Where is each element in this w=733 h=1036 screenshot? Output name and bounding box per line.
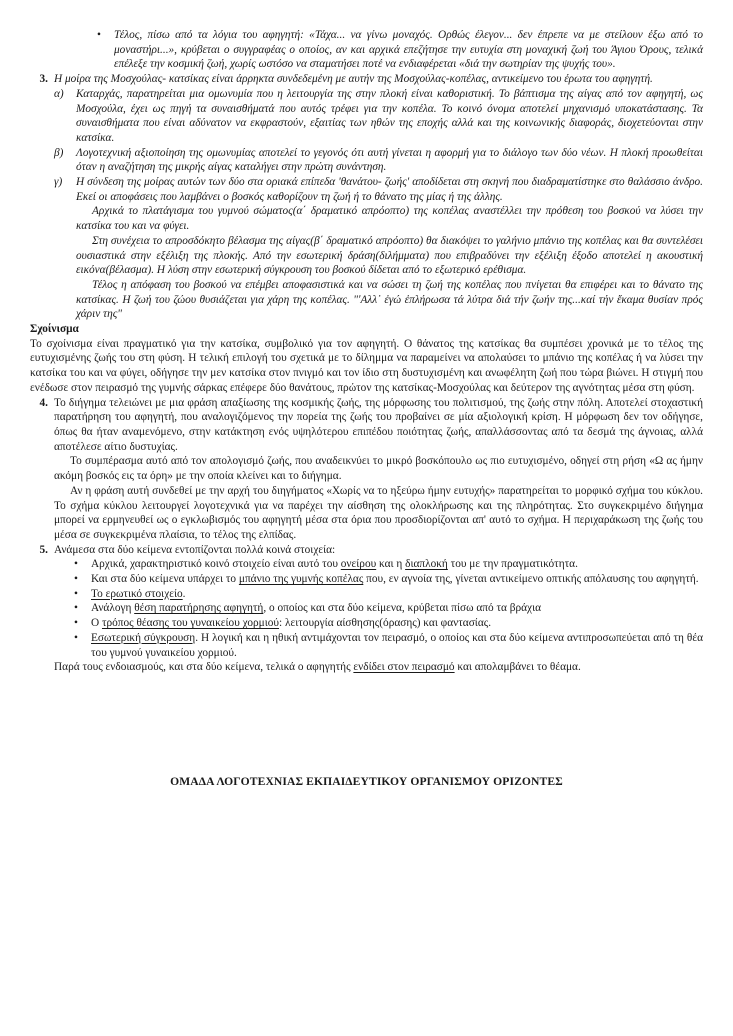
- common-element-2: Και στα δύο κείμενα υπάρχει το μπάνιο της γυμνής κοπέλας που, εν αγνοία της, γίνεται αντικείμενο οπτικής απόλαυσης του αφηγητή.: [91, 573, 699, 586]
- list-item: [68, 631, 703, 660]
- item-5-lead: Ανάμεσα στα δύο κείμενα εντοπίζονται πολλά κοινά στοιχεία:: [54, 543, 336, 556]
- numbered-item-5: [30, 543, 703, 558]
- item-3-lead: Η μοίρα της Μοσχούλας- κατσίκας είναι άρρηκτα συνδεδεμένη με αυτήν της Μοσχούλας-κοπέλας, αντικείμενο του έρωτα του αφηγητή.: [54, 73, 653, 86]
- list-item: [68, 572, 703, 587]
- list-item: [68, 557, 703, 572]
- item-3-marker: 3.: [39, 73, 48, 86]
- underlined-phrase: ενδίδει στον πειρασμό: [353, 661, 455, 674]
- item-4-marker: 4.: [39, 396, 48, 409]
- item-5-closing: Παρά τους ενδοιασμούς, και στα δύο κείμενα, τελικά ο αφηγητής ενδίδει στον πειρασμό και απολαμβάνει το θέαμα.: [54, 661, 581, 674]
- underlined-phrase: Εσωτερική σύγκρουση: [91, 631, 196, 644]
- bullet-glyph: •: [74, 602, 78, 615]
- underlined-phrase: τρόπος θέασης του γυναικείου χορμιού: [101, 617, 280, 630]
- item-4-paragraph-1: Το διήγημα τελειώνει με μια φράση απαξίωσης της κοσμικής ζωής, της μόρφωσης του πολιτισμού, της ζωής στην πόλη. Αποτελεί στοχαστική παρατήρηση του αφηγητή, που αναλογιζόμενος την πορεία της ζωής του προβαίνει σε μία αξιολογική κρίση. Η μόρφωση δεν τον οδήγησε, όπως θα ήταν αναμενόμενο, στην κατάκτηση ενός υψηλότερου επιπέδου ποιότητας ζωής, απαλλάσσοντας από τα δεσμά της άγνοιας, αλλά αποτέλεσε αίτιο δυστυχίας.: [54, 396, 703, 453]
- underlined-phrase: θέση παρατήρησης αφηγητή: [134, 602, 264, 615]
- common-element-6: Εσωτερική σύγκρουση. Η λογική και η ηθική αντιμάχονται τον πειρασμό, ο οποίος και στα δύο κείμενα αντιπροσωπεύεται από τη θέα του γυμνού γυναικείου χορμιού.: [91, 631, 703, 659]
- bullet-glyph: •: [74, 558, 78, 571]
- bullet-glyph: •: [74, 617, 78, 630]
- list-item: [68, 587, 703, 602]
- schoinisma-text: Το σχοίνισμα είναι πραγματικό για την κατσίκα, συμβολικό για τον αφηγητή. Ο θάνατος της κατσίκας θα συμπέσει χρονικά με το τέλος της ευτυχισμένης ζωής του στη φύση. Η τελική επιλογή του σχετικά με το δίλημμα να παραμείνει να απολαύσει το μπάνιο της κοπέλας ή να λύσει την κατσίκα του και να φύγει, οδήγησε την μεν κατσίκα στον πνιγμό και τον ίδιο στη δυστυχισμένη και ανωφέλητη ζωή που τώρα βιώνει. Η στιγμή που ενέδωσε στον πειρασμό της γυμνής σάρκας επέφερε δύο θανάτους, πρώτον της κατσίκας-Μοσχούλας και δεύτερον της αγνότητας μέσα στη φύση.: [30, 337, 703, 394]
- bullet-glyph: •: [74, 587, 78, 600]
- gamma-paragraph-1: Αρχικά το πλατάγισμα του γυμνού σώματος(α΄ δραματικό απρόοπτο) της κοπέλας αναστέλλει την πρόθεση του βοσκού να λύσει την κατσίκα του και να φύγει.: [76, 205, 703, 233]
- list-item: [68, 616, 703, 631]
- common-element-5: Ο τρόπος θέασης του γυναικείου χορμιού: λειτουργία αίσθησης(όρασης) και φαντασίας.: [91, 617, 492, 630]
- underlined-phrase: διαπλοκή: [405, 558, 448, 571]
- sub-item-beta-marker: β): [54, 146, 64, 159]
- sub-item-gamma-marker: γ): [54, 176, 63, 189]
- bullet-glyph: •: [74, 573, 78, 586]
- item-4-paragraph-2: Το συμπέρασμα αυτό από τον απολογισμό ζωής, που αναδεικνύει το μικρό βοσκόπουλο ως πιο ευτυχισμένο, οδηγεί στη ρήση «Ω ας ήμην ακόμη βοσκός εις τα όρη» με την οποία κλείνει και το διήγημα.: [54, 455, 703, 483]
- numbered-item-3: [30, 72, 703, 322]
- schoinisma-heading: Σχοίνισμα: [30, 323, 79, 336]
- sub-item-alpha-text: Καταρχάς, παρατηρείται μια ομωνυμία που η λειτουργία της στην πλοκή είναι καθοριστική. Το βάπτισμα της αίγας από τον αφηγητή, ως Μοσχούλα, έχει ως πηγή τα συναισθήματά που αυτός τρέφει για την κοπέλα. Το κοινό όνομα αποτελεί μηχανισμό υποκατάστασης. Τα συναισθήματα που είναι αδύνατον να εκφραστούν, εξαιτίας των ηθών της εποχής αλλά και της κοινωνικής διαφοράς, διοχετεύονται στην κατσίκα.: [76, 87, 703, 144]
- bullet-glyph: •: [74, 631, 78, 644]
- list-item: [91, 28, 703, 72]
- sub-item-alpha: [54, 87, 703, 146]
- numbered-item-4: [30, 396, 703, 543]
- common-element-1: Αρχικά, χαρακτηριστικό κοινό στοιχείο είναι αυτό του ονείρου και η διαπλοκή του με την πραγματικότητα.: [91, 558, 578, 571]
- sub-item-gamma-text: Η σύνδεση της μοίρας αυτών των δύο στα οριακά επίπεδα 'θανάτου- ζωής' αποδίδεται στη σκηνή που διαδραματίστηκε στο θαλάσσιο άνδρο. Εκεί οι αποφάσεις που λαμβάνει ο βοσκός καθορίζουν τη ζωή ή το θάνατο της μίας ή της άλλης.: [76, 176, 703, 203]
- schoinisma-section: [30, 322, 703, 396]
- document-body: [30, 28, 703, 675]
- document-footer: ΟΜΑΔΑ ΛΟΓΟΤΕΧΝΙΑΣ ΕΚΠΑΙΔΕΥΤΙΚΟΥ ΟΡΓΑΝΙΣΜΟΥ ΟΡΙΖΟΝΤΕΣ: [170, 775, 563, 788]
- common-elements-list: [68, 557, 703, 660]
- sub-item-gamma: [54, 175, 703, 322]
- sub-item-beta: [54, 146, 703, 175]
- underlined-phrase: ονείρου: [340, 558, 377, 571]
- underlined-phrase: μπάνιο της γυμνής κοπέλας: [238, 573, 364, 586]
- top-bullet-text: Τέλος, πίσω από τα λόγια του αφηγητή: «Τάχα... να γίνω μοναχός. Ορθώς έλεγον... δεν έπρεπε να με στείλουν έξω από το μοναστήρι...», κρύβεται ο συγγραφέας ο οποίος, αν και αρχικά επεζήτησε την ευτυχία στη μοναχική ζωή του Άγιου Όρους, τελικά επέλεξε την κοσμική ζωή, χωρίς ωστόσο να σταματήσει ποτέ να ενδιαφέρεται «διά την σωτηρίαν της ψυχής του».: [114, 29, 703, 71]
- gamma-paragraph-2: Στη συνέχεια το απροσδόκητο βέλασμα της αίγας(β΄ δραματικό απρόοπτο) θα διακόψει το γαλήνιο μπάνιο της κοπέλας και θα συντελέσει ουσιαστικά στην εξέλιξη της πλοκής. Από την εσωτερική δράση(διλήμματα) που επιβραδύνει την εξέλιξη έξοδο αποτελεί η ακουστική εικόνα(βέλασμα). Η λύση στην εσωτερική σύγκρουση του βοσκού δίδεται από το εξωτερικό ερέθισμα.: [76, 234, 703, 277]
- bullet-glyph: •: [97, 29, 101, 41]
- common-element-4: Ανάλογη θέση παρατήρησης αφηγητή, ο οποίος και στα δύο κείμενα, κρύβεται πίσω από τα βράχια: [91, 602, 542, 615]
- gamma-paragraph-3: Τέλος η απόφαση του βοσκού να επέμβει αποφασιστικά και να σώσει τη ζωή της κοπέλας που πνίγεται θα επιφέρει και το θάνατο της κατσίκας. Η ζωή του ζώου θυσιάζεται για χάρη της κοπέλας. "ʹΑλλ᾿ ἐγώ ἐπλήρωσα τά λύτρα διά τήν ζωήν της...καί τήν ἔκαμα θυσίαν πρός χάριν της": [76, 278, 703, 321]
- common-element-3: Το ερωτικό στοιχείο.: [91, 587, 186, 600]
- underlined-phrase: Το ερωτικό στοιχείο: [91, 587, 183, 600]
- sub-item-beta-text: Λογοτεχνική αξιοποίηση της ομωνυμίας αποτελεί το γεγονός ότι αυτή γίνεται η αφορμή για το διάλογο των δύο νέων. Η πλοκή προωθείται όταν η αναζήτηση της μικρής αίγας καταλήγει στην πρώτη συνάντηση.: [76, 146, 703, 174]
- item-5-marker: 5.: [39, 543, 48, 556]
- list-item: [68, 601, 703, 616]
- item-4-paragraph-3: Αν η φράση αυτή συνδεθεί με την αρχή του διηγήματος «Χωρίς να το ηξεύρω ήμην ευτυχής» παρατηρείται το μορφικό σχήμα του κύκλου. Το σχήμα κύκλου λειτουργεί λογοτεχνικά για να παρέχει την αίσθηση της ολοκλήρωσης και της πληρότητας. Στο συγκεκριμένο διήγημα μπορεί να ερμηνευθεί ως ο εγκλωβισμός του αφηγητή μέσα στα όρια που προσδιορίζονται απ' αυτό το σχήμα. Η περιχαράκωση της ζωής του μέσα σε συγκεκριμένα πλαίσια, το τέλος της ελπίδας.: [54, 484, 703, 541]
- sub-item-alpha-marker: α): [54, 87, 64, 100]
